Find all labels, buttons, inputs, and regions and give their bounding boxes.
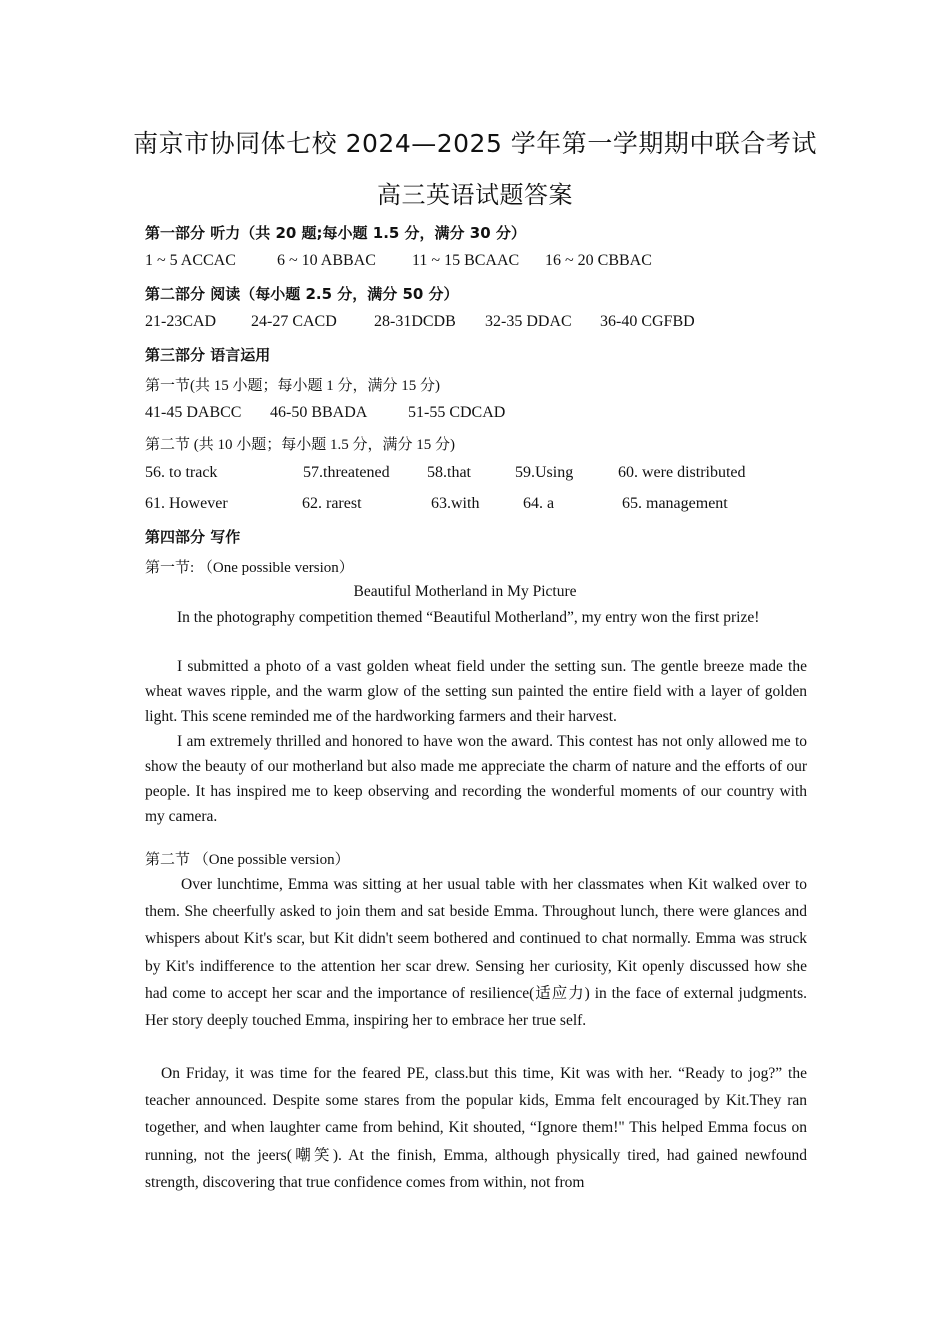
part3-s2-r2-3: 63.with bbox=[431, 495, 480, 512]
part1-answer-1: 1 ~ 5 ACCAC bbox=[145, 252, 236, 269]
exam-title: 南京市协同体七校 2024—2025 学年第一学期期中联合考试 bbox=[133, 129, 817, 158]
part3-section2-heading: 第二节 (共 10 小题；每小题 1.5 分，满分 15 分) bbox=[145, 437, 455, 453]
part3-s2-r2-2: 62. rarest bbox=[302, 495, 362, 512]
part2-answer-1: 21-23CAD bbox=[145, 313, 217, 330]
essay1-paragraph-3: I am extremely thrilled and honored to have won the award. This contest has not only allowed me to show the beauty of our motherland but also made me appreciate the charm of nature and the efforts of our people. It has inspired me to keep observing and recording the wonderful moments of our country with my camera. bbox=[145, 733, 807, 825]
part3-s2-r1-2: 57.threatened bbox=[303, 464, 390, 481]
part1-heading: 第一部分 听力（共 20 题;每小题 1.5 分，满分 30 分） bbox=[145, 224, 526, 242]
part3-s1-answer-3: 51-55 CDCAD bbox=[408, 404, 506, 421]
part1-answer-3: 11 ~ 15 BCAAC bbox=[412, 252, 520, 269]
part3-s1-answer-2: 46-50 BBADA bbox=[270, 404, 368, 421]
part3-s1-answer-1: 41-45 DABCC bbox=[145, 404, 242, 421]
part3-heading: 第三部分 语言运用 bbox=[145, 346, 271, 364]
part3-s2-r2-1: 61. However bbox=[145, 495, 228, 512]
part3-s2-r2-4: 64. a bbox=[523, 495, 555, 512]
part3-s2-r2-5: 65. management bbox=[622, 495, 728, 512]
part2-answer-3: 28-31DCDB bbox=[374, 313, 456, 330]
part1-answer-2: 6 ~ 10 ABBAC bbox=[277, 252, 376, 269]
part2-answer-2: 24-27 CACD bbox=[251, 313, 337, 330]
part1-answer-4: 16 ~ 20 CBBAC bbox=[545, 252, 652, 269]
part3-s2-r1-3: 58.that bbox=[427, 464, 471, 481]
essay2-paragraph-2: On Friday, it was time for the feared PE, class.but this time, Kit was with her. “Ready to jog?” the teacher announced. Despite some stares from the popular kids, Emma felt encouraged by Kit.They ran together, and when laughter came from behind, Kit shouted, “Ignore them!" This helped Emma focus on running, not the jeers(嘲笑). At the finish, Emma, although physically tired, had gained newfound strength, discovering that true confidence comes from within, not from bbox=[145, 1065, 807, 1191]
essay2-paragraph-1: Over lunchtime, Emma was sitting at her usual table with her classmates when Kit walked over to them. She cheerfully asked to join them and sat beside Emma. Throughout lunch, there were glances and whispers about Kit's scar, but Kit didn't seem bothered and continued to chat normally. Emma was struck by Kit's indifference to the attention her scar drew. Sensing her curiosity, Kit openly discussed how she had come to accept her scar and the importance of resilience(适应力) in the face of external judgments. Her story deeply touched Emma, inspiring her to embrace her true self. bbox=[145, 876, 807, 1030]
part3-s2-r1-1: 56. to track bbox=[145, 464, 218, 481]
essay1-title: Beautiful Motherland in My Picture bbox=[353, 583, 577, 600]
part3-s2-r1-4: 59.Using bbox=[515, 464, 574, 481]
part2-answer-5: 36-40 CGFBD bbox=[600, 313, 695, 330]
part2-answer-4: 32-35 DDAC bbox=[485, 313, 572, 330]
part4-section2-heading: 第二节 （One possible version） bbox=[145, 852, 350, 868]
part3-section1-heading: 第一节(共 15 小题；每小题 1 分，满分 15 分) bbox=[145, 378, 440, 394]
part4-section1-heading: 第一节: （One possible version） bbox=[145, 560, 354, 576]
part2-heading: 第二部分 阅读（每小题 2.5 分，满分 50 分） bbox=[145, 285, 459, 303]
part3-s2-r1-5: 60. were distributed bbox=[618, 464, 746, 481]
essay1-paragraph-2: I submitted a photo of a vast golden wheat field under the setting sun. The gentle breeze made the wheat waves ripple, and the warm glow of the setting sun painted the entire field with a layer of golden light. This scene reminded me of the hardworking farmers and their harvest. bbox=[145, 658, 807, 725]
part4-heading: 第四部分 写作 bbox=[145, 528, 241, 546]
exam-subtitle: 高三英语试题答案 bbox=[377, 181, 573, 209]
essay1-paragraph-1: In the photography competition themed “Beautiful Motherland”, my entry won the first prize! bbox=[177, 609, 760, 626]
